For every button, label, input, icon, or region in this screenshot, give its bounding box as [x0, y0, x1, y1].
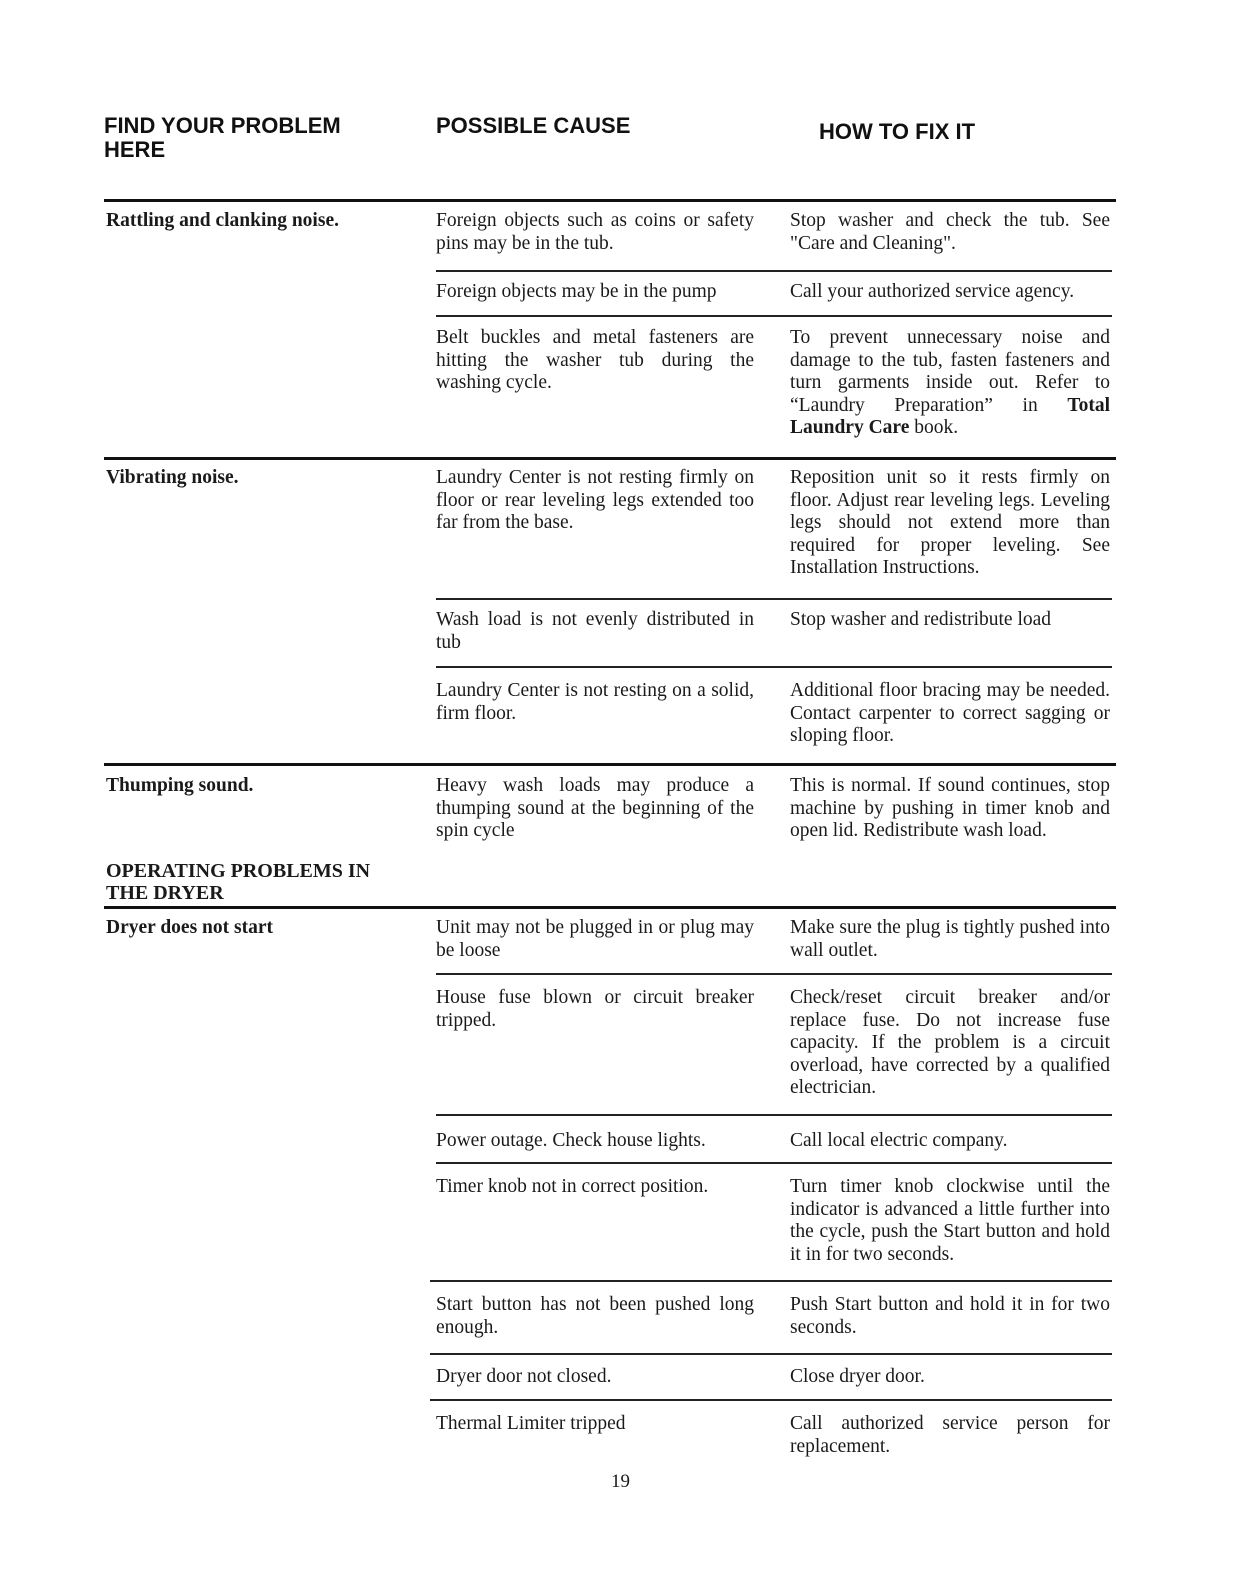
cause-3: Belt buckles and metal fasteners are hitting the washer tub during the washing cycle. [436, 327, 754, 393]
row-divider [430, 1280, 1112, 1282]
cause-1: Foreign objects such as coins or safety pins may be in the tub. [436, 210, 754, 254]
dryer-section-heading: OPERATING PROBLEMS IN THE DRYER [106, 860, 371, 904]
problem-dryer-not-start: Dryer does not start [106, 917, 273, 938]
row-divider [436, 973, 1112, 975]
section-divider [104, 457, 1116, 460]
fix-2: Call your authorized service agency. [790, 281, 1075, 302]
problem-vibrating: Vibrating noise. [106, 467, 239, 488]
cause-4: Laundry Center is not resting firmly on floor or rear leveling legs extended too far from the base. [436, 467, 754, 533]
fix-4: Reposition unit so it rests firmly on floor. Adjust rear leveling legs. Leveling legs should not extend more than required for proper leveling. See Installation Instructions. [790, 467, 1110, 578]
section-divider [104, 906, 1116, 909]
fix-12: Push Start button and hold it in for two seconds. [790, 1294, 1110, 1338]
fix-6: Additional floor bracing may be needed. Contact carpenter to correct sagging or sloping floor. [790, 680, 1110, 746]
cause-13: Dryer door not closed. [436, 1366, 612, 1387]
row-divider [430, 1399, 1112, 1401]
cause-7: Heavy wash loads may produce a thumping sound at the beginning of the spin cycle [436, 775, 754, 841]
page-number: 19 [611, 1471, 630, 1492]
row-divider [436, 315, 1112, 317]
row-divider [436, 598, 1112, 600]
problem-rattling: Rattling and clanking noise. [106, 210, 339, 231]
header-how-to-fix: HOW TO FIX IT [819, 119, 976, 144]
fix-11: Turn timer knob clockwise until the indicator is advanced a little further into the cycle, push the Start button and hold it in for two seconds. [790, 1176, 1110, 1265]
fix-10: Call local electric company. [790, 1130, 1008, 1151]
header-find-problem: FIND YOUR PROBLEM HERE [104, 113, 341, 162]
fix-5: Stop washer and redistribute load [790, 609, 1052, 630]
cause-5: Wash load is not evenly distributed in tub [436, 609, 754, 653]
row-divider [436, 666, 1112, 668]
cause-8: Unit may not be plugged in or plug may be loose [436, 917, 754, 961]
cause-11: Timer knob not in correct position. [436, 1176, 709, 1197]
cause-2: Foreign objects may be in the pump [436, 281, 717, 302]
row-divider [430, 1353, 1112, 1355]
fix-1: Stop washer and check the tub. See "Care and Cleaning". [790, 210, 1110, 254]
header-divider [104, 199, 1116, 202]
row-divider [436, 1114, 1112, 1116]
cause-9: House fuse blown or circuit breaker tripped. [436, 987, 754, 1031]
cause-10: Power outage. Check house lights. [436, 1130, 706, 1151]
fix-7: This is normal. If sound continues, stop machine by pushing in timer knob and open lid. Redistribute wash load. [790, 775, 1110, 841]
section-divider [104, 763, 1116, 766]
row-divider [436, 1162, 1112, 1164]
problem-thumping: Thumping sound. [106, 775, 254, 796]
cause-12: Start button has not been pushed long enough. [436, 1294, 754, 1338]
cause-14: Thermal Limiter tripped [436, 1413, 626, 1434]
fix-14: Call authorized service person for replacement. [790, 1413, 1110, 1457]
header-possible-cause: POSSIBLE CAUSE [436, 113, 631, 138]
cause-6: Laundry Center is not resting on a solid, firm floor. [436, 680, 754, 724]
fix-3: To prevent unnecessary noise and damage to the tub, fasten fasteners and turn garments inside out. Refer to “Laundry Preparation” in Total Laundry Care book. [790, 327, 1110, 438]
row-divider [436, 270, 1112, 272]
fix-9: Check/reset circuit breaker and/or replace fuse. Do not increase fuse capacity. If the problem is a circuit overload, have corrected by a qualified electrician. [790, 987, 1110, 1098]
fix-8: Make sure the plug is tightly pushed into wall outlet. [790, 917, 1110, 961]
fix-13: Close dryer door. [790, 1366, 925, 1387]
